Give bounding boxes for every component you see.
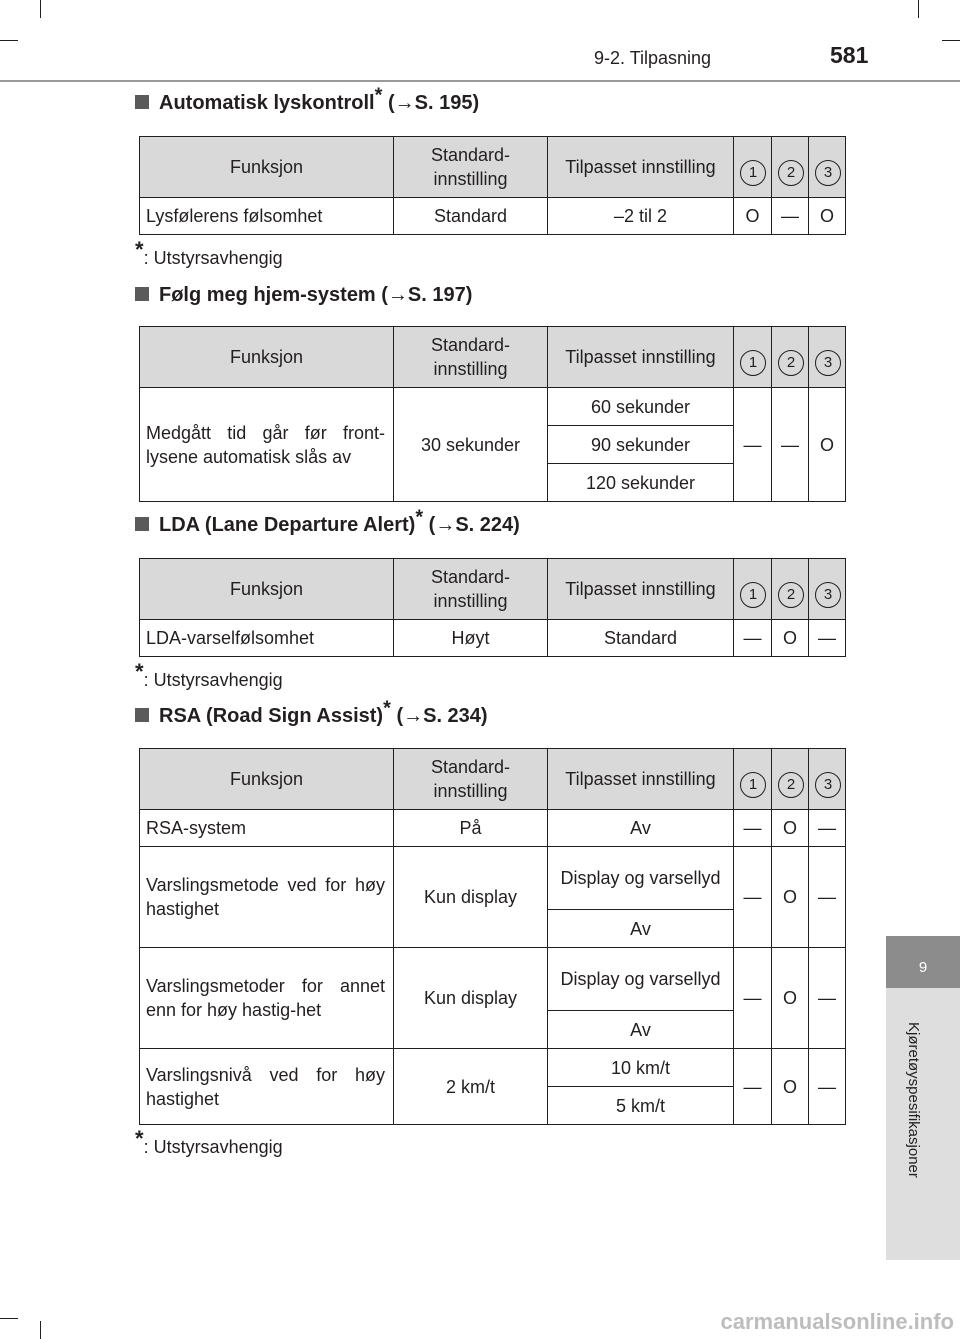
col-header-tilpasset: Tilpasset innstilling	[548, 749, 734, 810]
footnote: *: Utstyrsavhengig	[135, 659, 283, 690]
circled-number-icon: 3	[815, 350, 841, 376]
table-row: LDA-varselfølsomhet Høyt Standard — O —	[140, 620, 846, 657]
settings-table	[139, 136, 846, 235]
footnote: *: Utstyrsavhengig	[135, 237, 283, 268]
chapter-label: Kjøretøyspesifikasjoner	[905, 1022, 922, 1178]
crop-mark	[40, 0, 41, 18]
bullet-square-icon	[135, 708, 149, 722]
section-heading: Automatisk lyskontroll* (→S. 195)	[135, 92, 479, 115]
section-title: 9-2. Tilpasning	[594, 48, 712, 68]
crop-mark	[942, 40, 960, 41]
table-row: Medgått tid går før front-lysene automatisk slås av 30 sekunder 60 sekunder — — O	[140, 388, 846, 426]
circled-number-icon: 2	[778, 160, 804, 186]
section-heading: Følg meg hjem-system (→S. 197)	[135, 284, 472, 307]
circled-number-icon: 2	[778, 772, 804, 798]
settings-table: Funksjon Standard- innstilling Tilpasset innstilling 1 2 3 RSA-system På Av — O — Varslingsmetode ved for høy hastighet Kun display Display og varsellyd — O — Av Varslingsmetoder for annet enn for høy hastig-het Kun display Display og varsellyd — O — Av Varslingsnivå ved for høy hastighet 2 km/t 10 km/t — O — 5 km/t	[139, 748, 846, 1125]
section-heading: RSA (Road Sign Assist)* (→S. 234)	[135, 705, 488, 728]
settings-table: Funksjon Standard- innstilling Tilpasset innstilling 1 2 3 Medgått tid går før front-lysene automatisk slås av 30 sekunder 60 sekunder — — O 90 sekunder 120 sekunder	[139, 326, 846, 502]
circled-number-icon: 2	[778, 350, 804, 376]
bullet-square-icon	[135, 287, 149, 301]
circled-number-icon: 3	[815, 772, 841, 798]
section-heading: LDA (Lane Departure Alert)* (→S. 224)	[135, 514, 520, 537]
table-row: Varslingsmetode ved for høy hastighet Kun display Display og varsellyd — O —	[140, 847, 846, 910]
bullet-square-icon	[135, 95, 149, 109]
crop-mark	[0, 40, 18, 41]
col-header-standard: Standard- innstilling	[394, 327, 548, 388]
col-header-tilpasset: Tilpasset innstilling	[548, 559, 734, 620]
footnote: *: Utstyrsavhengig	[135, 1126, 283, 1157]
crop-mark	[0, 1318, 18, 1319]
crop-mark	[918, 0, 919, 18]
circled-number-icon: 3	[815, 160, 841, 186]
col-header-standard: Standard- innstilling	[394, 137, 548, 198]
header-rule	[0, 80, 960, 82]
chapter-tab: 9	[886, 936, 960, 988]
col-header-funksjon: Funksjon	[140, 749, 394, 810]
page-number: 581	[830, 42, 869, 68]
col-header-funksjon: Funksjon	[140, 327, 394, 388]
bullet-square-icon	[135, 517, 149, 531]
circled-number-icon: 1	[740, 582, 766, 608]
table-row: RSA-system På Av — O —	[140, 810, 846, 847]
table-row: Lysfølerens følsomhet Standard –2 til 2 O — O	[140, 198, 846, 235]
circled-number-icon: 2	[778, 582, 804, 608]
circled-number-icon: 1	[740, 350, 766, 376]
circled-number-icon: 1	[740, 772, 766, 798]
settings-table	[139, 558, 846, 657]
col-header-tilpasset: Tilpasset innstilling	[548, 137, 734, 198]
crop-mark	[40, 1321, 41, 1339]
col-header-standard: Standard- innstilling	[394, 559, 548, 620]
chapter-sidebar	[886, 988, 960, 1260]
circled-number-icon: 1	[740, 160, 766, 186]
circled-number-icon: 3	[815, 582, 841, 608]
col-header-funksjon: Funksjon	[140, 137, 394, 198]
col-header-funksjon: Funksjon	[140, 559, 394, 620]
table-row: Varslingsnivå ved for høy hastighet 2 km/t 10 km/t — O —	[140, 1049, 846, 1087]
table-row: Varslingsmetoder for annet enn for høy hastig-het Kun display Display og varsellyd — O —	[140, 948, 846, 1011]
watermark: carmanualsonline.info	[720, 1309, 954, 1334]
col-header-standard: Standard- innstilling	[394, 749, 548, 810]
col-header-tilpasset: Tilpasset innstilling	[548, 327, 734, 388]
